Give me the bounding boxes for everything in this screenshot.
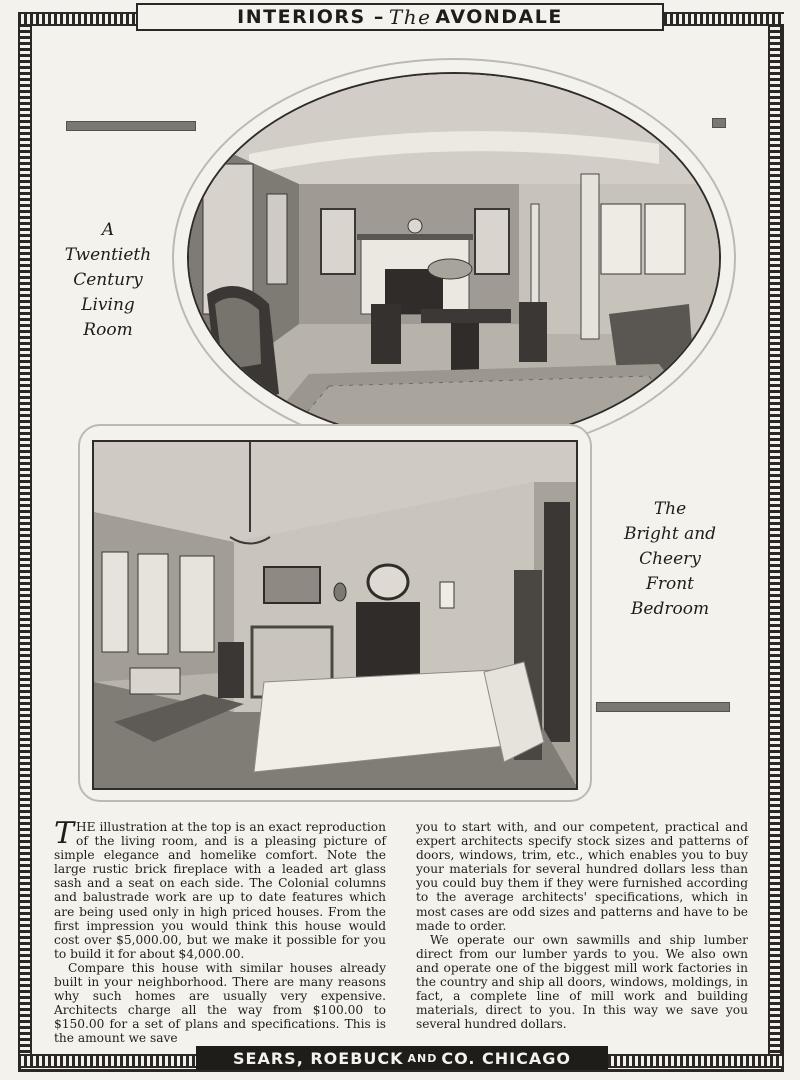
dropcap: T [54, 816, 75, 851]
title-right: AVONDALE [435, 6, 563, 28]
title-left: INTERIORS – [237, 6, 385, 28]
bottom-ornament-strip-right [608, 1054, 784, 1068]
body-column-right [416, 820, 748, 1031]
body-column-left [54, 816, 386, 1046]
left-ornament-rail [18, 24, 32, 1056]
bottom-ornament-strip-left [18, 1054, 196, 1068]
right-ornament-rail [768, 24, 782, 1056]
bedroom-caption-line-5: Bedroom [630, 599, 710, 619]
paragraph-1 [54, 816, 386, 961]
decorative-bar-top-right [712, 118, 726, 128]
living-room-illustration [187, 72, 721, 444]
bedroom-caption-line-2: Bright and [623, 524, 717, 544]
living-caption-line-1: A [101, 220, 115, 240]
living-caption-line-2: Twentieth [64, 245, 152, 265]
bedroom-caption-line-1: The [653, 499, 687, 519]
footer-and: AND [407, 1051, 438, 1065]
publisher-footer [196, 1046, 608, 1070]
top-ornament-strip-left [18, 12, 136, 26]
paragraph-3: you to start with, and our competent, practical and expert architects specify stock sizes and patterns of doors, windows, trim, etc., which enables you to buy your materials for several hundred dollars less than you could buy them if they were furnished according to the average architects' specifications, which in most cases are odd sizes and patterns and have to be made to order. [416, 820, 748, 933]
bedroom-illustration [92, 440, 578, 790]
page-title [136, 3, 664, 31]
living-room-caption [56, 218, 160, 343]
paragraph-1-text: HE illustration at the top is an exact reproduction of the living room, and is a pleasing picture of simple elegance and homelike comfort. Note the large rustic brick fireplace with a leaded art glass sash and a seat on each side. The Colonial columns and balustrade work are up to date features which are being used only in high priced houses. From the first impression you would think this house would cost over $5,000.00, but we make it possible for you to build it for about $4,000.00. [54, 820, 386, 961]
paragraph-2: Compare this house with similar houses already built in your neighborhood. There are many reasons why such homes are usually very expensive. Architects charge all the way from $100.00 to $150.00 for a set of plans and specifications. This is the amount we save [54, 960, 386, 1046]
living-caption-line-5: Room [83, 320, 133, 340]
decorative-bar-top-left [66, 121, 196, 131]
bedroom-caption [606, 497, 734, 622]
top-ornament-strip-right [664, 12, 784, 26]
title-script-word: The [388, 5, 432, 29]
footer-right: CO. CHICAGO [441, 1048, 571, 1068]
living-caption-line-3: Century [73, 270, 143, 290]
living-caption-line-4: Living [81, 295, 135, 315]
paragraph-4: We operate our own sawmills and ship lumber direct from our lumber yards to you. We also own and operate one of the biggest mill work factories in the country and ship all doors, windows, moldings, in fact, a complete line of mill work and building materials, direct to you. In this way we save you several hundred dollars. [416, 932, 748, 1032]
decorative-bar-mid-right [596, 702, 730, 712]
bedroom-caption-line-3: Cheery [639, 549, 701, 569]
bedroom-caption-line-4: Front [646, 574, 694, 594]
footer-left: SEARS, ROEBUCK [233, 1048, 404, 1068]
